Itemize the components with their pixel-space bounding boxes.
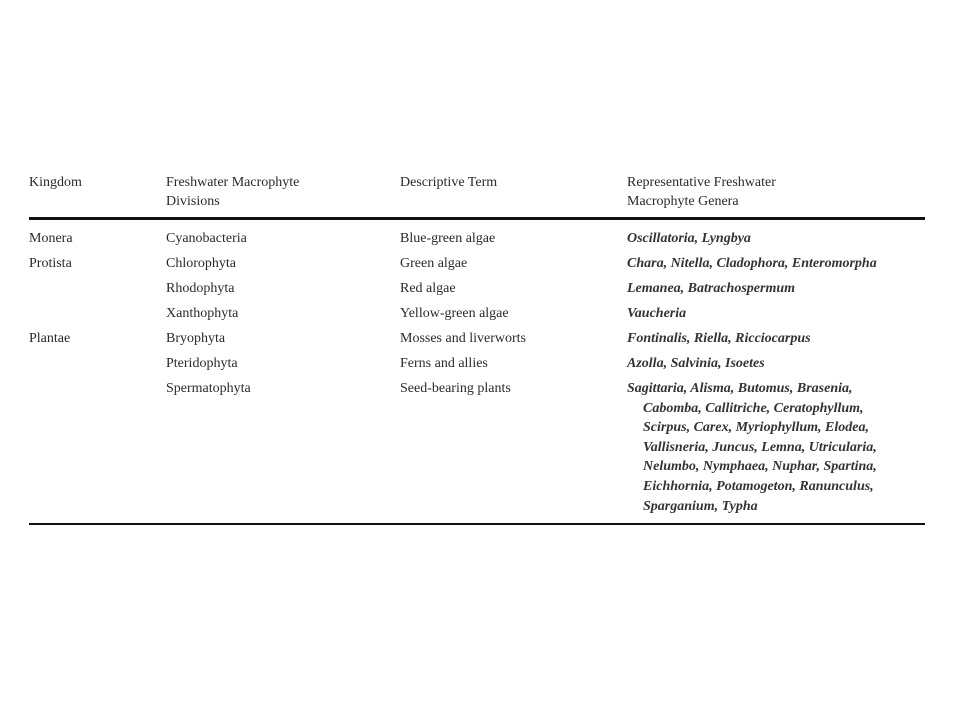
term-cell: Mosses and liverworts bbox=[400, 331, 526, 346]
header-term-text: Descriptive Term bbox=[400, 175, 498, 190]
genera-line: Sparganium, Typha bbox=[643, 498, 758, 514]
table-header bbox=[29, 173, 925, 216]
genera-cell: Oscillatoria, Lyngbya bbox=[627, 231, 751, 246]
header-term bbox=[400, 173, 497, 192]
header-kingdom-text: Kingdom bbox=[29, 175, 82, 190]
header-genera bbox=[627, 173, 776, 211]
header-divisions-line2: Divisions bbox=[166, 194, 220, 209]
genera-cell: Fontinalis, Riella, Ricciocarpus bbox=[627, 331, 811, 346]
genera-cell: Azolla, Salvinia, Isoetes bbox=[627, 356, 765, 371]
division-cell: Spermatophyta bbox=[166, 381, 251, 396]
division-cell: Chlorophyta bbox=[166, 256, 236, 271]
genera-line: Eichhornia, Potamogeton, Ranunculus, bbox=[643, 478, 874, 494]
division-cell: Xanthophyta bbox=[166, 306, 239, 321]
table-bottom-rule bbox=[29, 523, 925, 525]
header-rule bbox=[29, 217, 925, 220]
term-cell: Blue-green algae bbox=[400, 231, 496, 246]
genera-line: Nelumbo, Nymphaea, Nuphar, Spartina, bbox=[643, 459, 877, 475]
genera-cell: Lemanea, Batrachospermum bbox=[627, 281, 796, 296]
term-cell: Seed-bearing plants bbox=[400, 381, 511, 396]
division-cell: Bryophyta bbox=[166, 331, 226, 346]
macrophyte-classification-table bbox=[29, 173, 925, 514]
genera-cell bbox=[627, 379, 927, 516]
header-divisions bbox=[166, 173, 299, 211]
division-cell: Rhodophyta bbox=[166, 281, 235, 296]
genera-line: Vallisneria, Juncus, Lemna, Utricularia, bbox=[643, 439, 877, 455]
kingdom-cell: Monera bbox=[29, 231, 73, 246]
genera-line: Cabomba, Callitriche, Ceratophyllum, bbox=[643, 400, 864, 416]
genera-line: Scirpus, Carex, Myriophyllum, Elodea, bbox=[643, 420, 869, 436]
division-cell: Pteridophyta bbox=[166, 356, 238, 371]
term-cell: Green algae bbox=[400, 256, 468, 271]
kingdom-cell: Protista bbox=[29, 256, 72, 271]
genera-cell: Vaucheria bbox=[627, 306, 687, 321]
genera-cell: Chara, Nitella, Cladophora, Enteromorpha bbox=[627, 256, 877, 271]
term-cell: Yellow-green algae bbox=[400, 306, 509, 321]
header-genera-line2: Macrophyte Genera bbox=[627, 194, 739, 209]
header-genera-line1: Representative Freshwater bbox=[627, 175, 776, 190]
kingdom-cell: Plantae bbox=[29, 331, 71, 346]
term-cell: Red algae bbox=[400, 281, 456, 296]
header-divisions-line1: Freshwater Macrophyte bbox=[166, 175, 300, 190]
header-kingdom bbox=[29, 173, 82, 192]
division-cell: Cyanobacteria bbox=[166, 231, 247, 246]
term-cell: Ferns and allies bbox=[400, 356, 488, 371]
genera-line: Sagittaria, Alisma, Butomus, Brasenia, bbox=[627, 381, 853, 396]
